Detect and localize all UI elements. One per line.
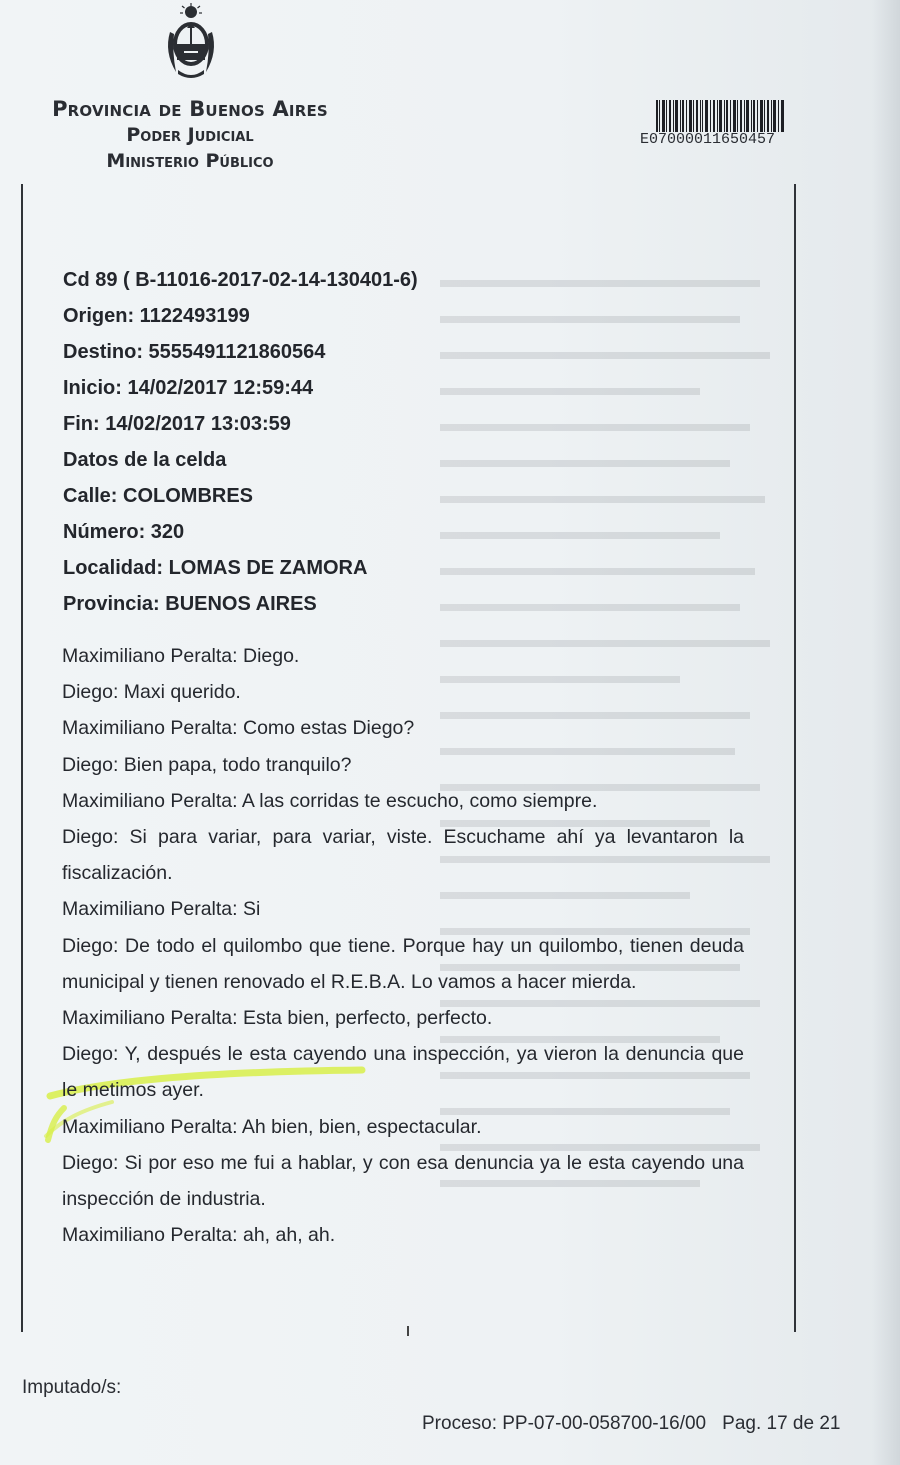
coat-of-arms-icon — [160, 2, 222, 82]
right-margin-rule — [794, 184, 796, 1332]
scan-mark — [407, 1326, 409, 1336]
transcript-line: Maximiliano Peralta: Ah bien, bien, espectacular. — [62, 1115, 482, 1138]
transcript-line: Maximiliano Peralta: Esta bien, perfecto, perfecto. — [62, 1007, 493, 1030]
cell-province: Provincia: BUENOS AIRES — [63, 593, 317, 615]
origin-number: Origen: 1122493199 — [63, 305, 250, 327]
process-number: Proceso: PP-07-00-058700-16/00 — [422, 1413, 707, 1434]
call-id: Cd 89 ( B-11016-2017-02-14-130401-6) — [63, 269, 418, 291]
public-ministry-title: Ministerio Público — [106, 150, 274, 172]
transcript-line: Diego: Si por eso me fui a hablar, y con esa denuncia ya le esta cayendo una inspección de industria. — [62, 1151, 744, 1211]
transcript-line-highlighted: Diego: Y, después le esta cayendo una inspección, ya vieron la denuncia que le metimos ayer. — [62, 1043, 744, 1102]
transcript-line: Diego: Si para variar, para variar, viste. Escuchame ahí ya levantaron la fiscalización. — [62, 826, 744, 885]
start-time: Inicio: 14/02/2017 12:59:44 — [63, 377, 314, 399]
cell-data-heading: Datos de la celda — [63, 449, 227, 471]
institution-header — [40, 96, 340, 174]
page-edge-shadow — [872, 0, 900, 1465]
call-metadata — [63, 262, 783, 622]
transcript-line: Maximiliano Peralta: Como estas Diego? — [62, 717, 415, 740]
process-footer — [422, 1413, 840, 1435]
judicial-power-title: Poder Judicial — [126, 124, 254, 146]
province-title: Provincia de Buenos Aires — [52, 97, 328, 121]
transcript-line: Diego: Bien papa, todo tranquilo? — [62, 753, 352, 776]
transcript-line: Diego: Maxi querido. — [62, 681, 241, 704]
transcript-line: Maximiliano Peralta: A las corridas te escucho, como siempre. — [62, 789, 598, 812]
imputado-label: Imputado/s: — [22, 1377, 122, 1398]
barcode-number: E07000011650457 — [640, 131, 776, 148]
page-number: Pag. 17 de 21 — [722, 1413, 841, 1434]
cell-locality: Localidad: LOMAS DE ZAMORA — [63, 557, 368, 579]
destination-number: Destino: 5555491121860564 — [63, 341, 326, 363]
end-time: Fin: 14/02/2017 13:03:59 — [63, 413, 291, 435]
transcript-line: Diego: De todo el quilombo que tiene. Porque hay un quilombo, tienen deuda municipal y tienen renovado el R.E.B.A. Lo vamos a hacer mierda. — [62, 934, 744, 993]
transcript-line: Maximiliano Peralta: Si — [62, 898, 261, 921]
left-margin-rule — [21, 184, 23, 1332]
cell-street: Calle: COLOMBRES — [63, 485, 254, 507]
transcript-line: Maximiliano Peralta: Diego. — [62, 645, 300, 667]
transcript-line: Maximiliano Peralta: ah, ah, ah. — [62, 1224, 336, 1247]
call-transcript — [62, 638, 744, 1253]
barcode — [656, 100, 784, 132]
cell-number: Número: 320 — [63, 521, 185, 543]
